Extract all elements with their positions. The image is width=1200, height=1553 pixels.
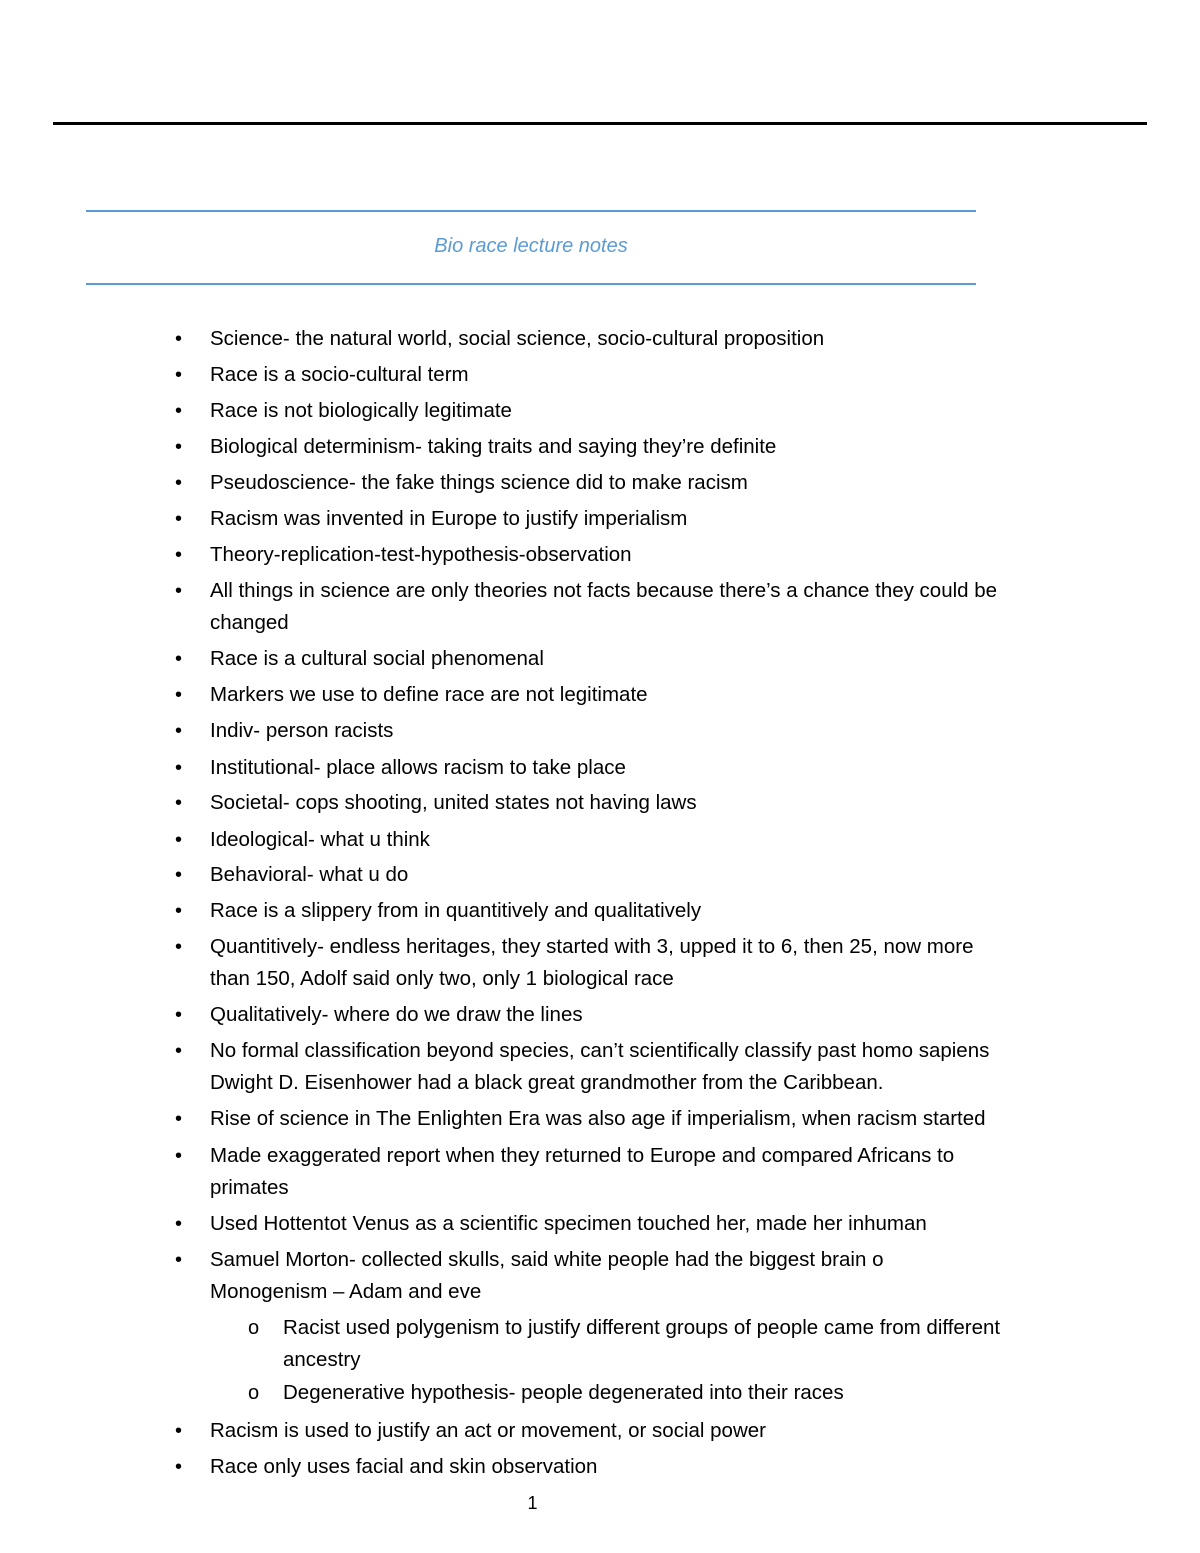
list-item: Race is not biologically legitimate xyxy=(210,399,512,422)
bullet-icon: • xyxy=(175,864,183,886)
list-item: Biological determinism- taking traits and saying they’re definite xyxy=(210,435,777,458)
list-item: Quantitively- endless heritages, they started with 3, upped it to 6, then 25, now more xyxy=(210,935,974,958)
sub-bullet-icon: o xyxy=(248,1382,260,1404)
list-item-continuation: changed xyxy=(210,611,289,634)
list-item: Science- the natural world, social science, socio-cultural proposition xyxy=(210,327,825,350)
list-item: Ideological- what u think xyxy=(210,828,430,851)
list-item: Indiv- person racists xyxy=(210,719,394,742)
list-item: All things in science are only theories not facts because there’s a chance they could be xyxy=(210,579,998,602)
bullet-icon: • xyxy=(175,1420,183,1442)
bullet-icon: • xyxy=(175,829,183,851)
list-item: Markers we use to define race are not legitimate xyxy=(210,683,648,706)
bullet-icon: • xyxy=(175,508,183,530)
list-item-continuation: Dwight D. Eisenhower had a black great grandmother from the Caribbean. xyxy=(210,1071,884,1094)
list-item-continuation: primates xyxy=(210,1176,289,1199)
bullet-icon: • xyxy=(175,684,183,706)
page-number: 1 xyxy=(527,1493,538,1513)
bullet-icon: • xyxy=(175,1213,183,1235)
list-item: Used Hottentot Venus as a scientific specimen touched her, made her inhuman xyxy=(210,1212,927,1235)
bullet-icon: • xyxy=(175,900,183,922)
list-item: Samuel Morton- collected skulls, said white people had the biggest brain o xyxy=(210,1248,884,1271)
bullet-icon: • xyxy=(175,792,183,814)
list-item: Institutional- place allows racism to take place xyxy=(210,756,626,779)
bullet-icon: • xyxy=(175,1249,183,1271)
bullet-icon: • xyxy=(175,472,183,494)
list-item: Theory-replication-test-hypothesis-observation xyxy=(210,543,632,566)
bullet-icon: • xyxy=(175,436,183,458)
title-rule-bottom xyxy=(86,283,976,285)
bullet-icon: • xyxy=(175,936,183,958)
list-item: Qualitatively- where do we draw the lines xyxy=(210,1003,583,1026)
list-item: No formal classification beyond species, can’t scientifically classify past homo sapiens xyxy=(210,1039,990,1062)
list-item: Race only uses facial and skin observation xyxy=(210,1455,598,1478)
bullet-icon: • xyxy=(175,1004,183,1026)
bullet-icon: • xyxy=(175,1145,183,1167)
list-item-continuation: than 150, Adolf said only two, only 1 biological race xyxy=(210,967,674,990)
list-item: Racism was invented in Europe to justify imperialism xyxy=(210,507,688,530)
bullet-icon: • xyxy=(175,757,183,779)
title-rule-top xyxy=(86,210,976,212)
bullet-icon: • xyxy=(175,400,183,422)
sub-list-item: Degenerative hypothesis- people degenerated into their races xyxy=(283,1381,844,1404)
sub-list-item-continuation: ancestry xyxy=(283,1348,361,1371)
document-title: Bio race lecture notes xyxy=(434,235,628,257)
bullet-icon: • xyxy=(175,328,183,350)
list-item: Race is a cultural social phenomenal xyxy=(210,647,544,670)
list-item: Made exaggerated report when they returned to Europe and compared Africans to xyxy=(210,1144,955,1167)
header-rule xyxy=(53,122,1147,125)
sub-list-item: Racist used polygenism to justify different groups of people came from different xyxy=(283,1316,1001,1339)
list-item: Race is a socio-cultural term xyxy=(210,363,469,386)
list-item: Race is a slippery from in quantitively and qualitatively xyxy=(210,899,702,922)
list-item-continuation: Monogenism – Adam and eve xyxy=(210,1280,482,1303)
list-item: Racism is used to justify an act or movement, or social power xyxy=(210,1419,766,1442)
list-item: Behavioral- what u do xyxy=(210,863,409,886)
bullet-icon: • xyxy=(175,720,183,742)
list-item: Pseudoscience- the fake things science did to make racism xyxy=(210,471,748,494)
bullet-icon: • xyxy=(175,1040,183,1062)
bullet-icon: • xyxy=(175,364,183,386)
bullet-icon: • xyxy=(175,544,183,566)
bullet-icon: • xyxy=(175,580,183,602)
list-item: Rise of science in The Enlighten Era was also age if imperialism, when racism started xyxy=(210,1107,986,1130)
list-item: Societal- cops shooting, united states not having laws xyxy=(210,791,697,814)
bullet-icon: • xyxy=(175,648,183,670)
sub-bullet-icon: o xyxy=(248,1317,260,1339)
bullet-icon: • xyxy=(175,1456,183,1478)
bullet-icon: • xyxy=(175,1108,183,1130)
